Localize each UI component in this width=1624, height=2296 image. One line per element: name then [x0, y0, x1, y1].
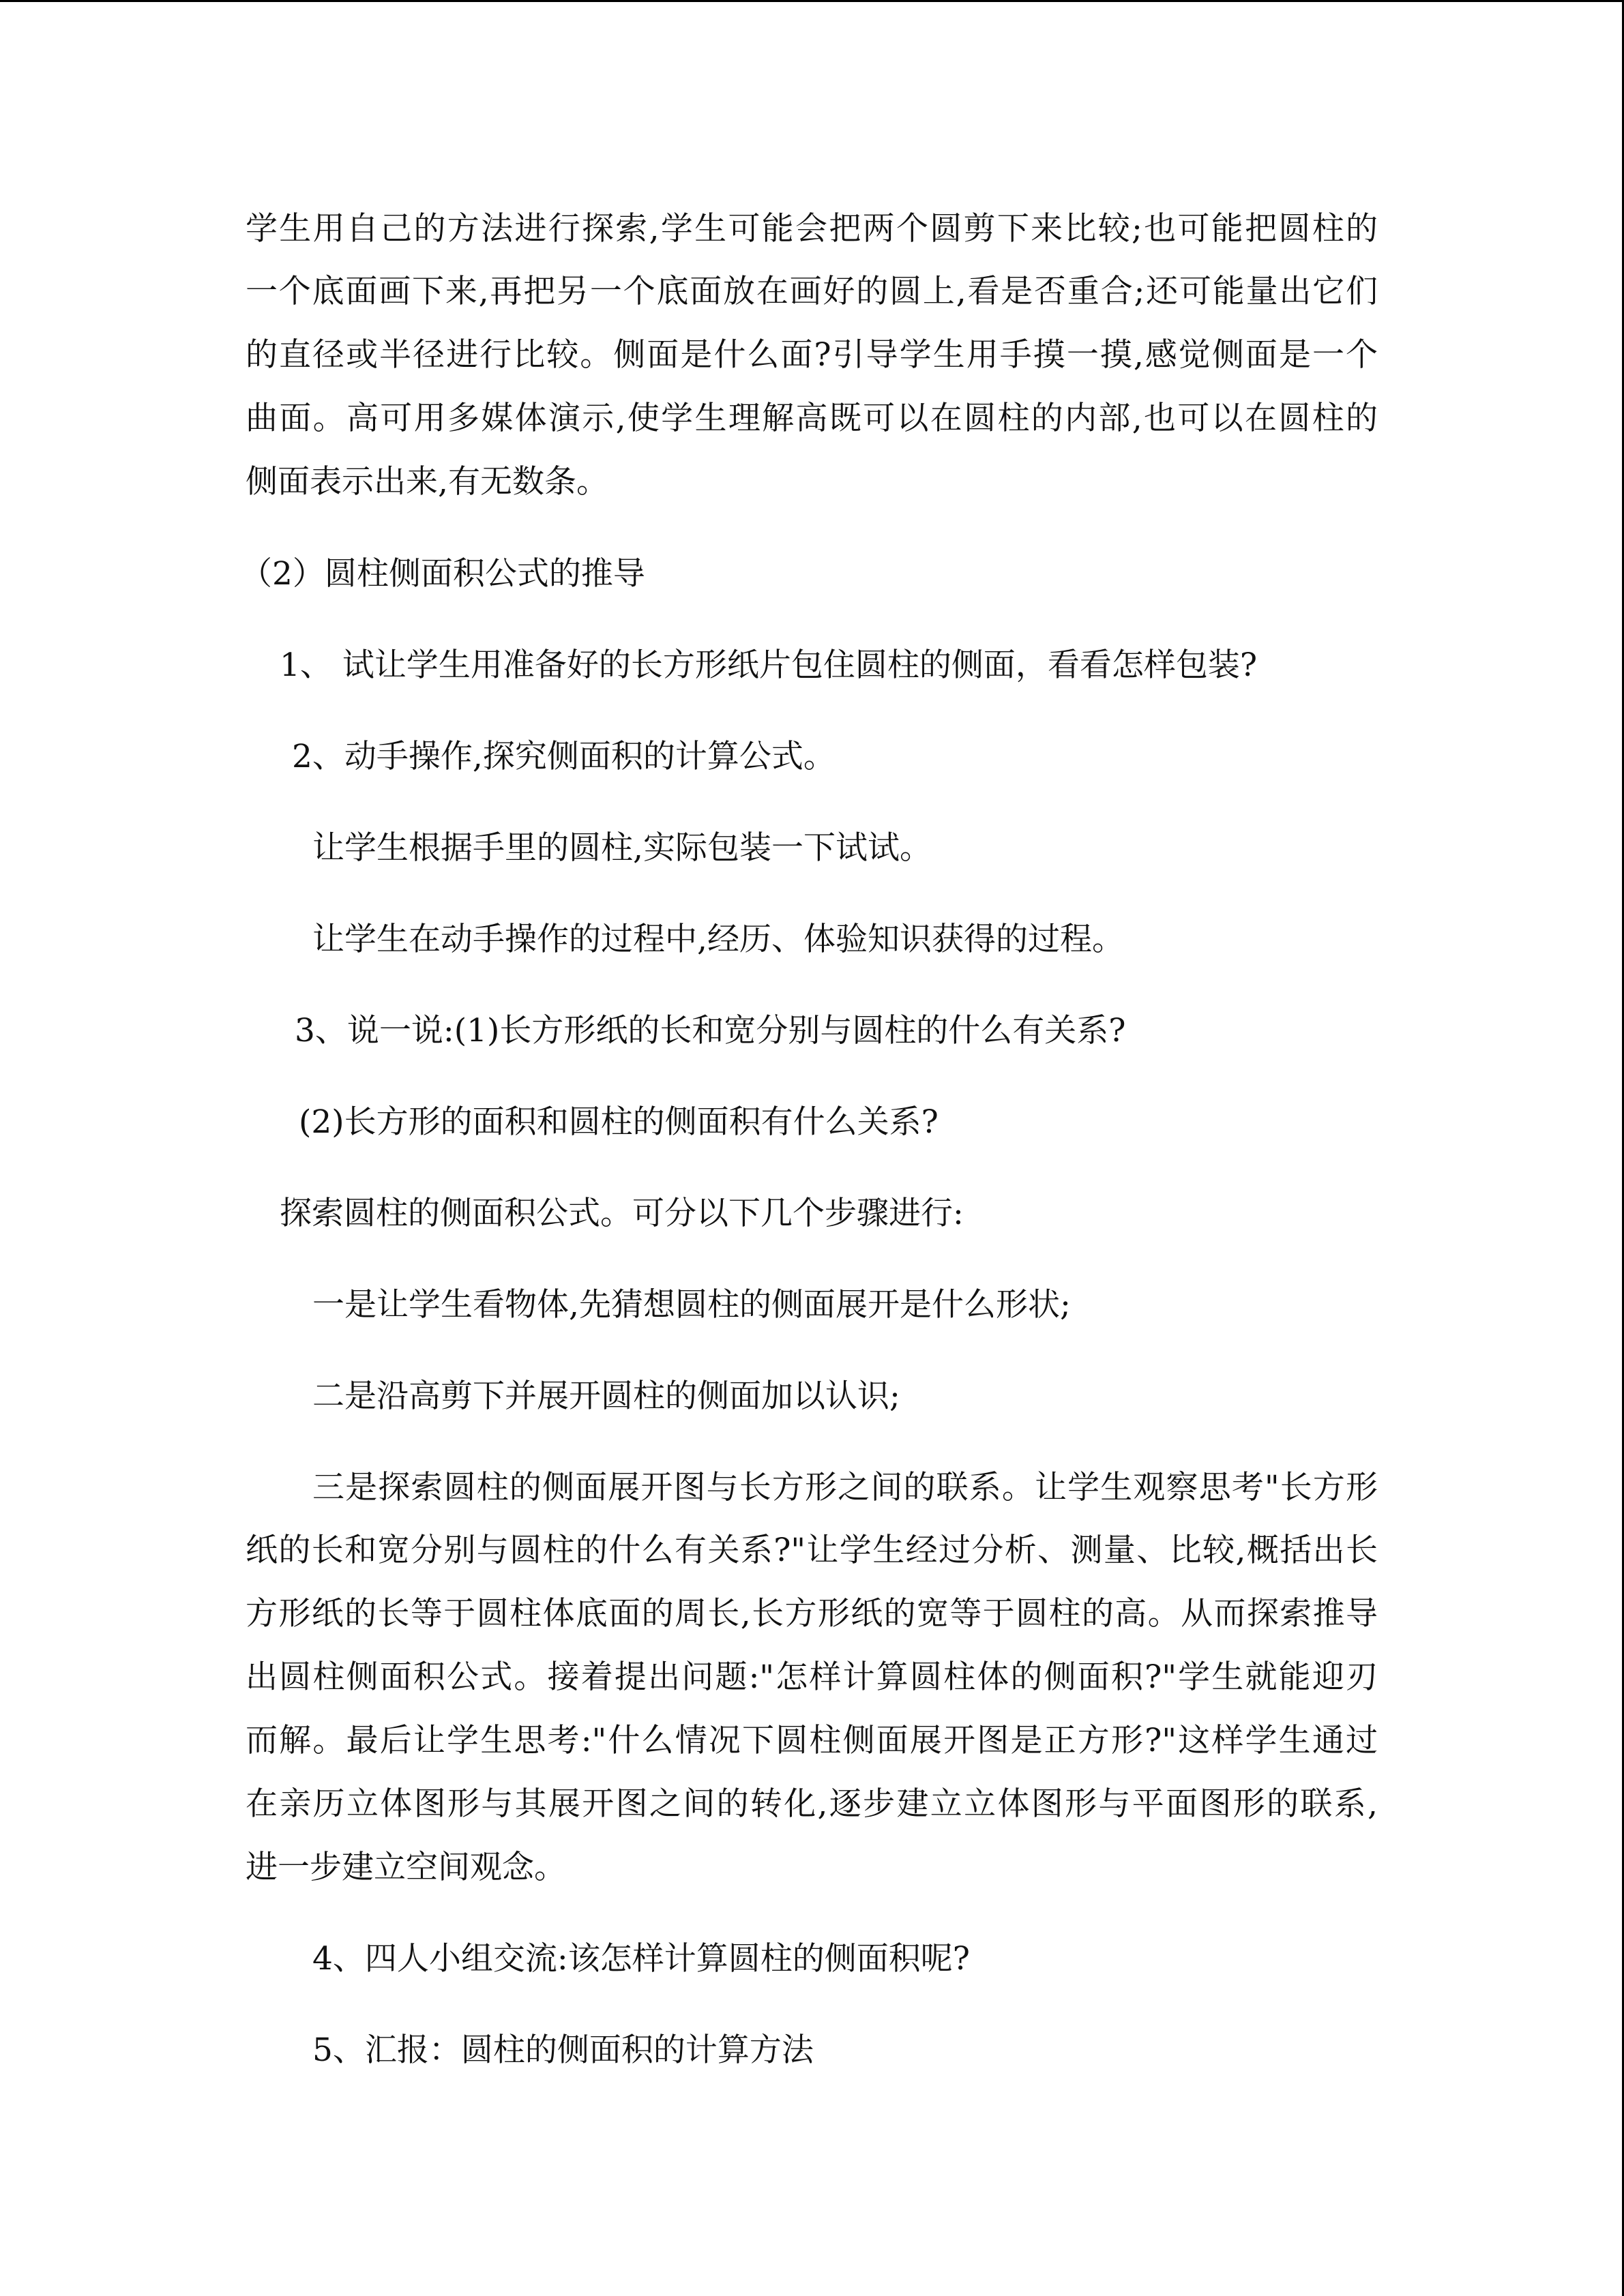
step-item: 1、 试让学生用准备好的长方形纸片包住圆柱的侧面，看看怎样包装? [280, 646, 1258, 684]
paragraph-line: 在亲历立体图形与其展开图之间的转化,逐步建立立体图形与平面图形的联系, [246, 1785, 1378, 1823]
paragraph-line: 纸的长和宽分别与圆柱的什么有关系?"让学生经过分析、测量、比较,概括出长 [246, 1532, 1378, 1569]
paragraph-line: 而解。最后让学生思考:"什么情况下圆柱侧面展开图是正方形?"这样学生通过 [246, 1722, 1378, 1759]
step-detail: 探索圆柱的侧面积公式。可分以下几个步骤进行: [280, 1195, 964, 1232]
paragraph-line: 曲面。高可用多媒体演示,使学生理解高既可以在圆柱的内部,也可以在圆柱的 [246, 400, 1378, 437]
step-detail: 让学生根据手里的圆柱,实际包装一下试试。 [312, 829, 932, 867]
step-detail: 二是沿高剪下并展开圆柱的侧面加以认识; [312, 1377, 900, 1415]
paragraph-line: 一个底面画下来,再把另一个底面放在画好的圆上,看是否重合;还可能量出它们 [246, 273, 1378, 310]
paragraph-line: 的直径或半径进行比较。侧面是什么面?引导学生用手摸一摸,感觉侧面是一个 [246, 336, 1378, 374]
step-detail: 让学生在动手操作的过程中,经历、体验知识获得的过程。 [312, 921, 1124, 958]
paragraph-line: 学生用自己的方法进行探索,学生可能会把两个圆剪下来比较;也可能把圆柱的 [246, 210, 1378, 248]
step-detail: (2)长方形的面积和圆柱的侧面积有什么关系? [299, 1103, 939, 1141]
step-item: 2、动手操作,探究侧面积的计算公式。 [292, 738, 836, 775]
step-item: 3、说一说:(1)长方形纸的长和宽分别与圆柱的什么有关系? [295, 1012, 1126, 1049]
paragraph-line: 侧面表示出来,有无数条。 [246, 463, 608, 501]
paragraph-line: 出圆柱侧面积公式。接着提出问题:"怎样计算圆柱体的侧面积?"学生就能迎刃 [246, 1658, 1378, 1696]
paragraph-line: 方形纸的长等于圆柱体底面的周长,长方形纸的宽等于圆柱的高。从而探索推导 [246, 1595, 1378, 1632]
page-top-border [0, 0, 1624, 2]
step-item: 4、四人小组交流:该怎样计算圆柱的侧面积呢? [312, 1940, 970, 1978]
paragraph-line: 三是探索圆柱的侧面展开图与长方形之间的联系。让学生观察思考"长方形 [312, 1469, 1378, 1506]
section-heading: （2）圆柱侧面积公式的推导 [240, 555, 645, 593]
step-detail: 一是让学生看物体,先猜想圆柱的侧面展开是什么形状; [312, 1286, 1071, 1324]
step-item: 5、汇报：圆柱的侧面积的计算方法 [312, 2031, 814, 2069]
paragraph-line: 进一步建立空间观念。 [246, 1849, 566, 1886]
